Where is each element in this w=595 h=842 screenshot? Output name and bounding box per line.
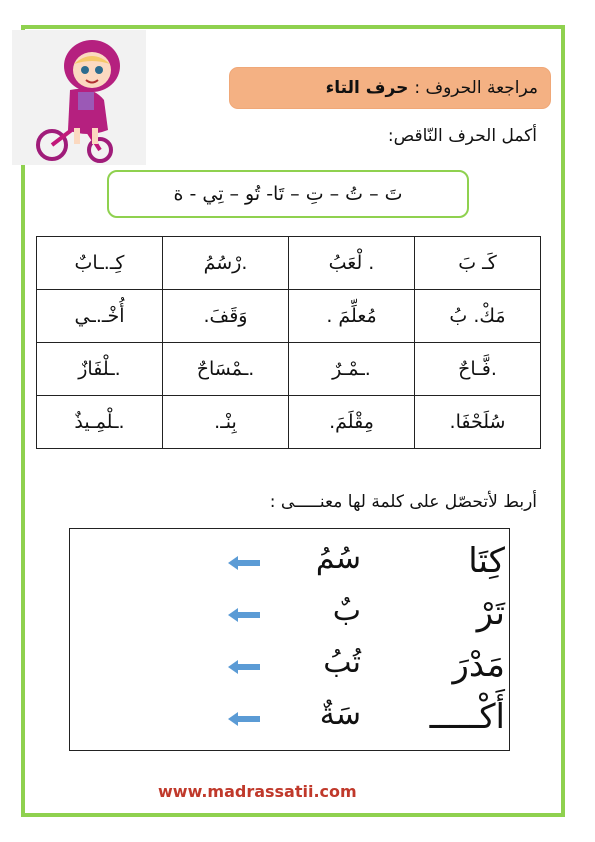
word-start: كِتَا	[468, 541, 505, 581]
grid-cell[interactable]: وَقَفَ.	[163, 290, 289, 343]
grid-cell[interactable]: مَكْ. بُ	[415, 290, 541, 343]
arrow-left-icon	[228, 711, 260, 727]
grid-cell[interactable]: .ـلْمِـيذٌ	[37, 396, 163, 449]
grid-cell[interactable]: بِنْـ.	[163, 396, 289, 449]
grid-cell[interactable]: كَـ بَ	[415, 237, 541, 290]
fill-in-grid	[36, 236, 541, 449]
grid-cell[interactable]: أُخْـ.ـي	[37, 290, 163, 343]
grid-row	[37, 396, 541, 449]
word-start: تَرْ	[476, 593, 505, 633]
exercise1-instruction: أكمل الحرف النّاقص:	[387, 126, 537, 146]
girl-on-tricycle-illustration	[12, 30, 146, 165]
word-start: أَكْـــــ	[429, 697, 505, 737]
lesson-title-box	[229, 67, 551, 109]
grid-cell[interactable]: سُلَحْفَا.	[415, 396, 541, 449]
match-row	[70, 645, 509, 691]
matching-box	[69, 528, 510, 751]
grid-cell[interactable]: .رْسُمُ	[163, 237, 289, 290]
title-value: حرف التاء	[325, 78, 409, 98]
website-footer[interactable]: www.madrassatii.com	[158, 782, 357, 801]
grid-row	[37, 343, 541, 396]
exercise2-instruction: أربط لأتحصّل على كلمة لها معنـــــى :	[269, 492, 537, 512]
word-end: تُبُ	[323, 645, 361, 680]
grid-cell[interactable]: كِـ.ـابٌ	[37, 237, 163, 290]
grid-cell[interactable]: .فَّـاحٌ	[415, 343, 541, 396]
letter-options-box	[107, 170, 469, 218]
grid-cell[interactable]: .ـلْفَازٌ	[37, 343, 163, 396]
match-row	[70, 593, 509, 639]
word-end: سَةٌ	[319, 697, 361, 732]
grid-row	[37, 290, 541, 343]
title-label: مراجعة الحروف :	[414, 78, 538, 98]
word-end: سُمُ	[315, 541, 361, 576]
grid-cell[interactable]: .ـمْـرٌ	[289, 343, 415, 396]
grid-cell[interactable]: . لْعَبُ	[289, 237, 415, 290]
match-row	[70, 541, 509, 587]
arrow-left-icon	[228, 607, 260, 623]
word-start: مَدْرَ	[452, 645, 505, 685]
grid-cell[interactable]: مُعلِّمَ .	[289, 290, 415, 343]
arrow-left-icon	[228, 659, 260, 675]
grid-row	[37, 237, 541, 290]
letter-options: تَ – تُ – تِ – تَا- تُو – تِي - ة	[173, 183, 403, 205]
arrow-left-icon	[228, 555, 260, 571]
match-row	[70, 697, 509, 743]
word-end: بٌ	[332, 593, 361, 628]
grid-cell[interactable]: مِقْلَمَ.	[289, 396, 415, 449]
grid-cell[interactable]: .ـمْسَاحٌ	[163, 343, 289, 396]
